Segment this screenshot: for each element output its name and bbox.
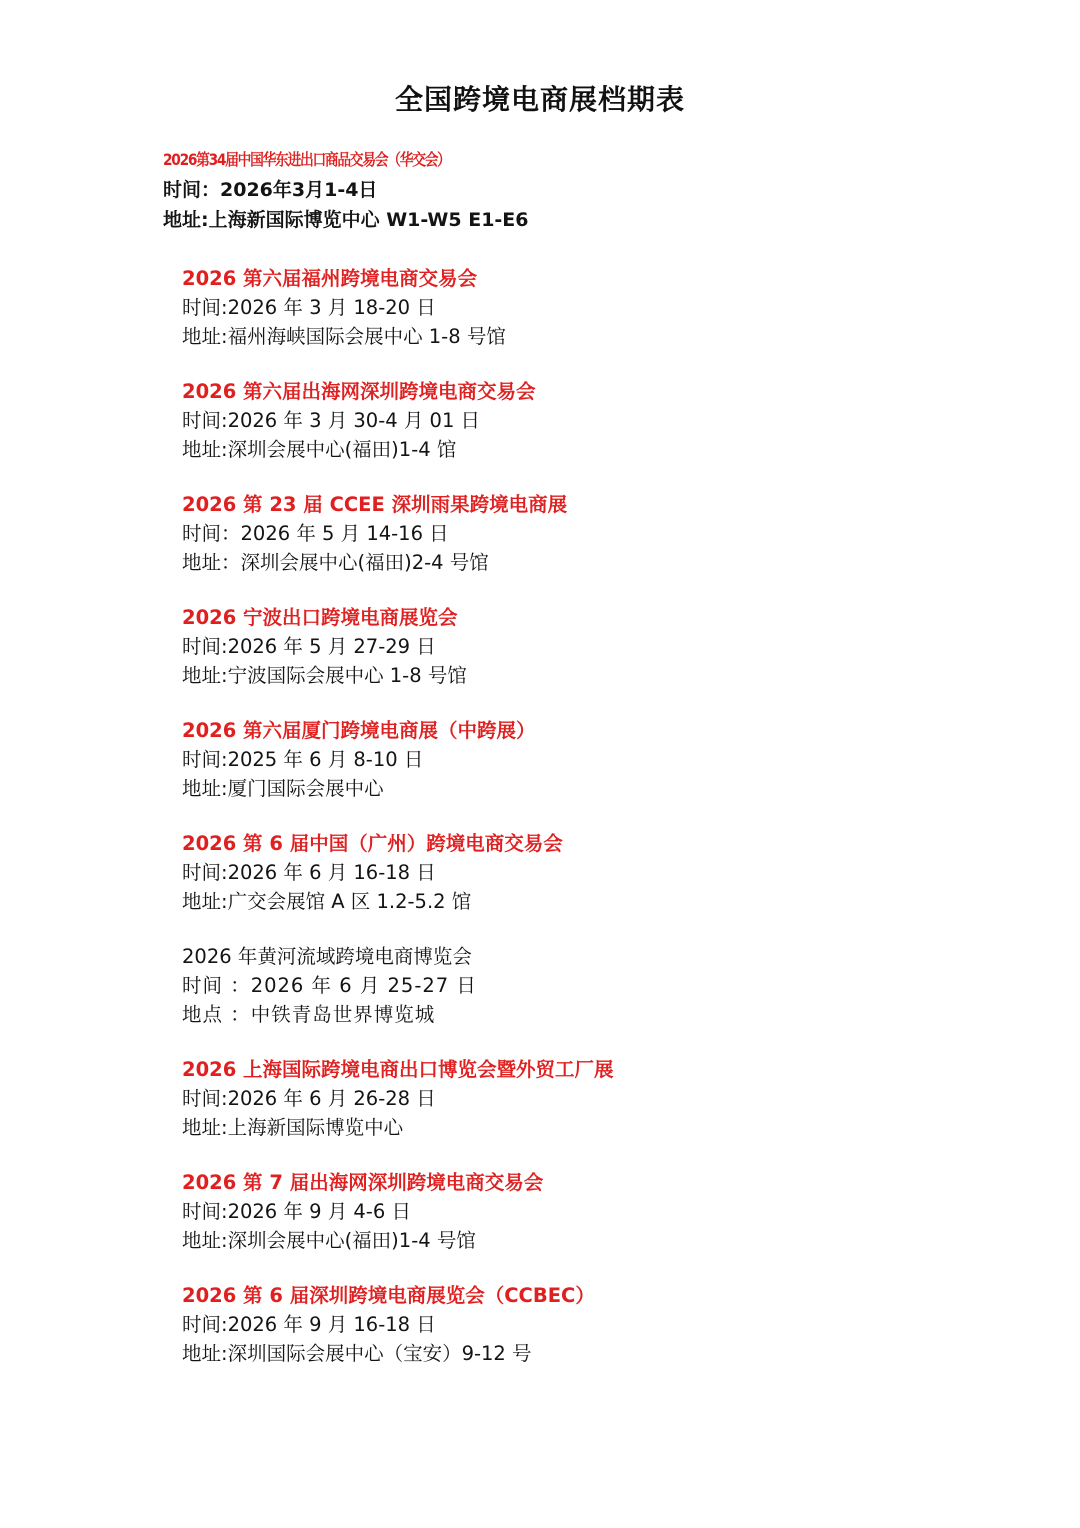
event-address: 地址:上海新国际博览中心 bbox=[182, 1116, 404, 1139]
event-block-huajiaohui bbox=[163, 145, 783, 235]
event-title: 2026 年黄河流域跨境电商博览会 bbox=[182, 945, 472, 968]
event-address: 地址:深圳会展中心(福田)1-4 馆 bbox=[182, 438, 457, 461]
event-time: 时间:2026 年 3 月 18-20 日 bbox=[182, 296, 436, 319]
event-time: 时间：2026 年 5 月 14-16 日 bbox=[182, 522, 449, 545]
event-time: 时间 ：2026 年 6 月 25-27 日 bbox=[182, 974, 477, 997]
event-title: 2026 第六届出海网深圳跨境电商交易会 bbox=[182, 380, 536, 403]
event-block bbox=[182, 1168, 882, 1281]
event-title: 2026 宁波出口跨境电商展览会 bbox=[182, 606, 458, 629]
event-title: 2026 上海国际跨境电商出口博览会暨外贸工厂展 bbox=[182, 1058, 614, 1081]
event-block bbox=[182, 829, 882, 942]
event-block bbox=[182, 377, 882, 490]
event-address: 地址:深圳会展中心(福田)1-4 号馆 bbox=[182, 1229, 476, 1252]
event-time: 时间:2026 年 6 月 26-28 日 bbox=[182, 1087, 436, 1110]
event-block bbox=[182, 716, 882, 829]
event-time: 时间:2026 年 5 月 27-29 日 bbox=[182, 635, 436, 658]
event-time: 时间:2026 年 9 月 16-18 日 bbox=[182, 1313, 436, 1336]
event-address: 地址:厦门国际会展中心 bbox=[182, 777, 384, 800]
event-title: 2026 第 23 届 CCEE 深圳雨果跨境电商展 bbox=[182, 493, 568, 516]
event-title: 2026 第六届福州跨境电商交易会 bbox=[182, 267, 478, 290]
event-title: 2026 第六届厦门跨境电商展（中跨展） bbox=[182, 719, 536, 742]
event-time: 时间：2026年3月1-4日 bbox=[163, 179, 378, 201]
event-time: 时间:2026 年 6 月 16-18 日 bbox=[182, 861, 436, 884]
event-title: 2026 第 6 届深圳跨境电商展览会（CCBEC） bbox=[182, 1284, 595, 1307]
event-address: 地址:福州海峡国际会展中心 1-8 号馆 bbox=[182, 325, 506, 348]
event-address: 地址：深圳会展中心(福田)2-4 号馆 bbox=[182, 551, 489, 574]
event-title: 2026 第 6 届中国（广州）跨境电商交易会 bbox=[182, 832, 563, 855]
event-address: 地址:上海新国际博览中心 W1-W5 E1-E6 bbox=[163, 209, 529, 231]
event-block bbox=[182, 490, 882, 603]
event-block bbox=[182, 1055, 882, 1168]
event-time: 时间:2026 年 9 月 4-6 日 bbox=[182, 1200, 411, 1223]
event-block bbox=[182, 264, 882, 377]
event-address: 地址:广交会展馆 A 区 1.2-5.2 馆 bbox=[182, 890, 472, 913]
event-time: 时间:2025 年 6 月 8-10 日 bbox=[182, 748, 424, 771]
event-title: 2026 第 7 届出海网深圳跨境电商交易会 bbox=[182, 1171, 544, 1194]
page-title: 全国跨境电商展档期表 bbox=[394, 83, 685, 116]
event-block bbox=[182, 1281, 882, 1394]
event-address: 地点 ：中铁青岛世界博览城 bbox=[182, 1003, 436, 1026]
event-time: 时间:2026 年 3 月 30-4 月 01 日 bbox=[182, 409, 481, 432]
event-block bbox=[182, 603, 882, 716]
event-list bbox=[182, 264, 882, 1394]
event-block bbox=[182, 942, 882, 1055]
event-address: 地址:宁波国际会展中心 1-8 号馆 bbox=[182, 664, 467, 687]
event-title: 2026第34届中国华东进出口商品交易会（华交会） bbox=[163, 150, 450, 169]
event-address: 地址:深圳国际会展中心（宝安）9-12 号 bbox=[182, 1342, 532, 1365]
